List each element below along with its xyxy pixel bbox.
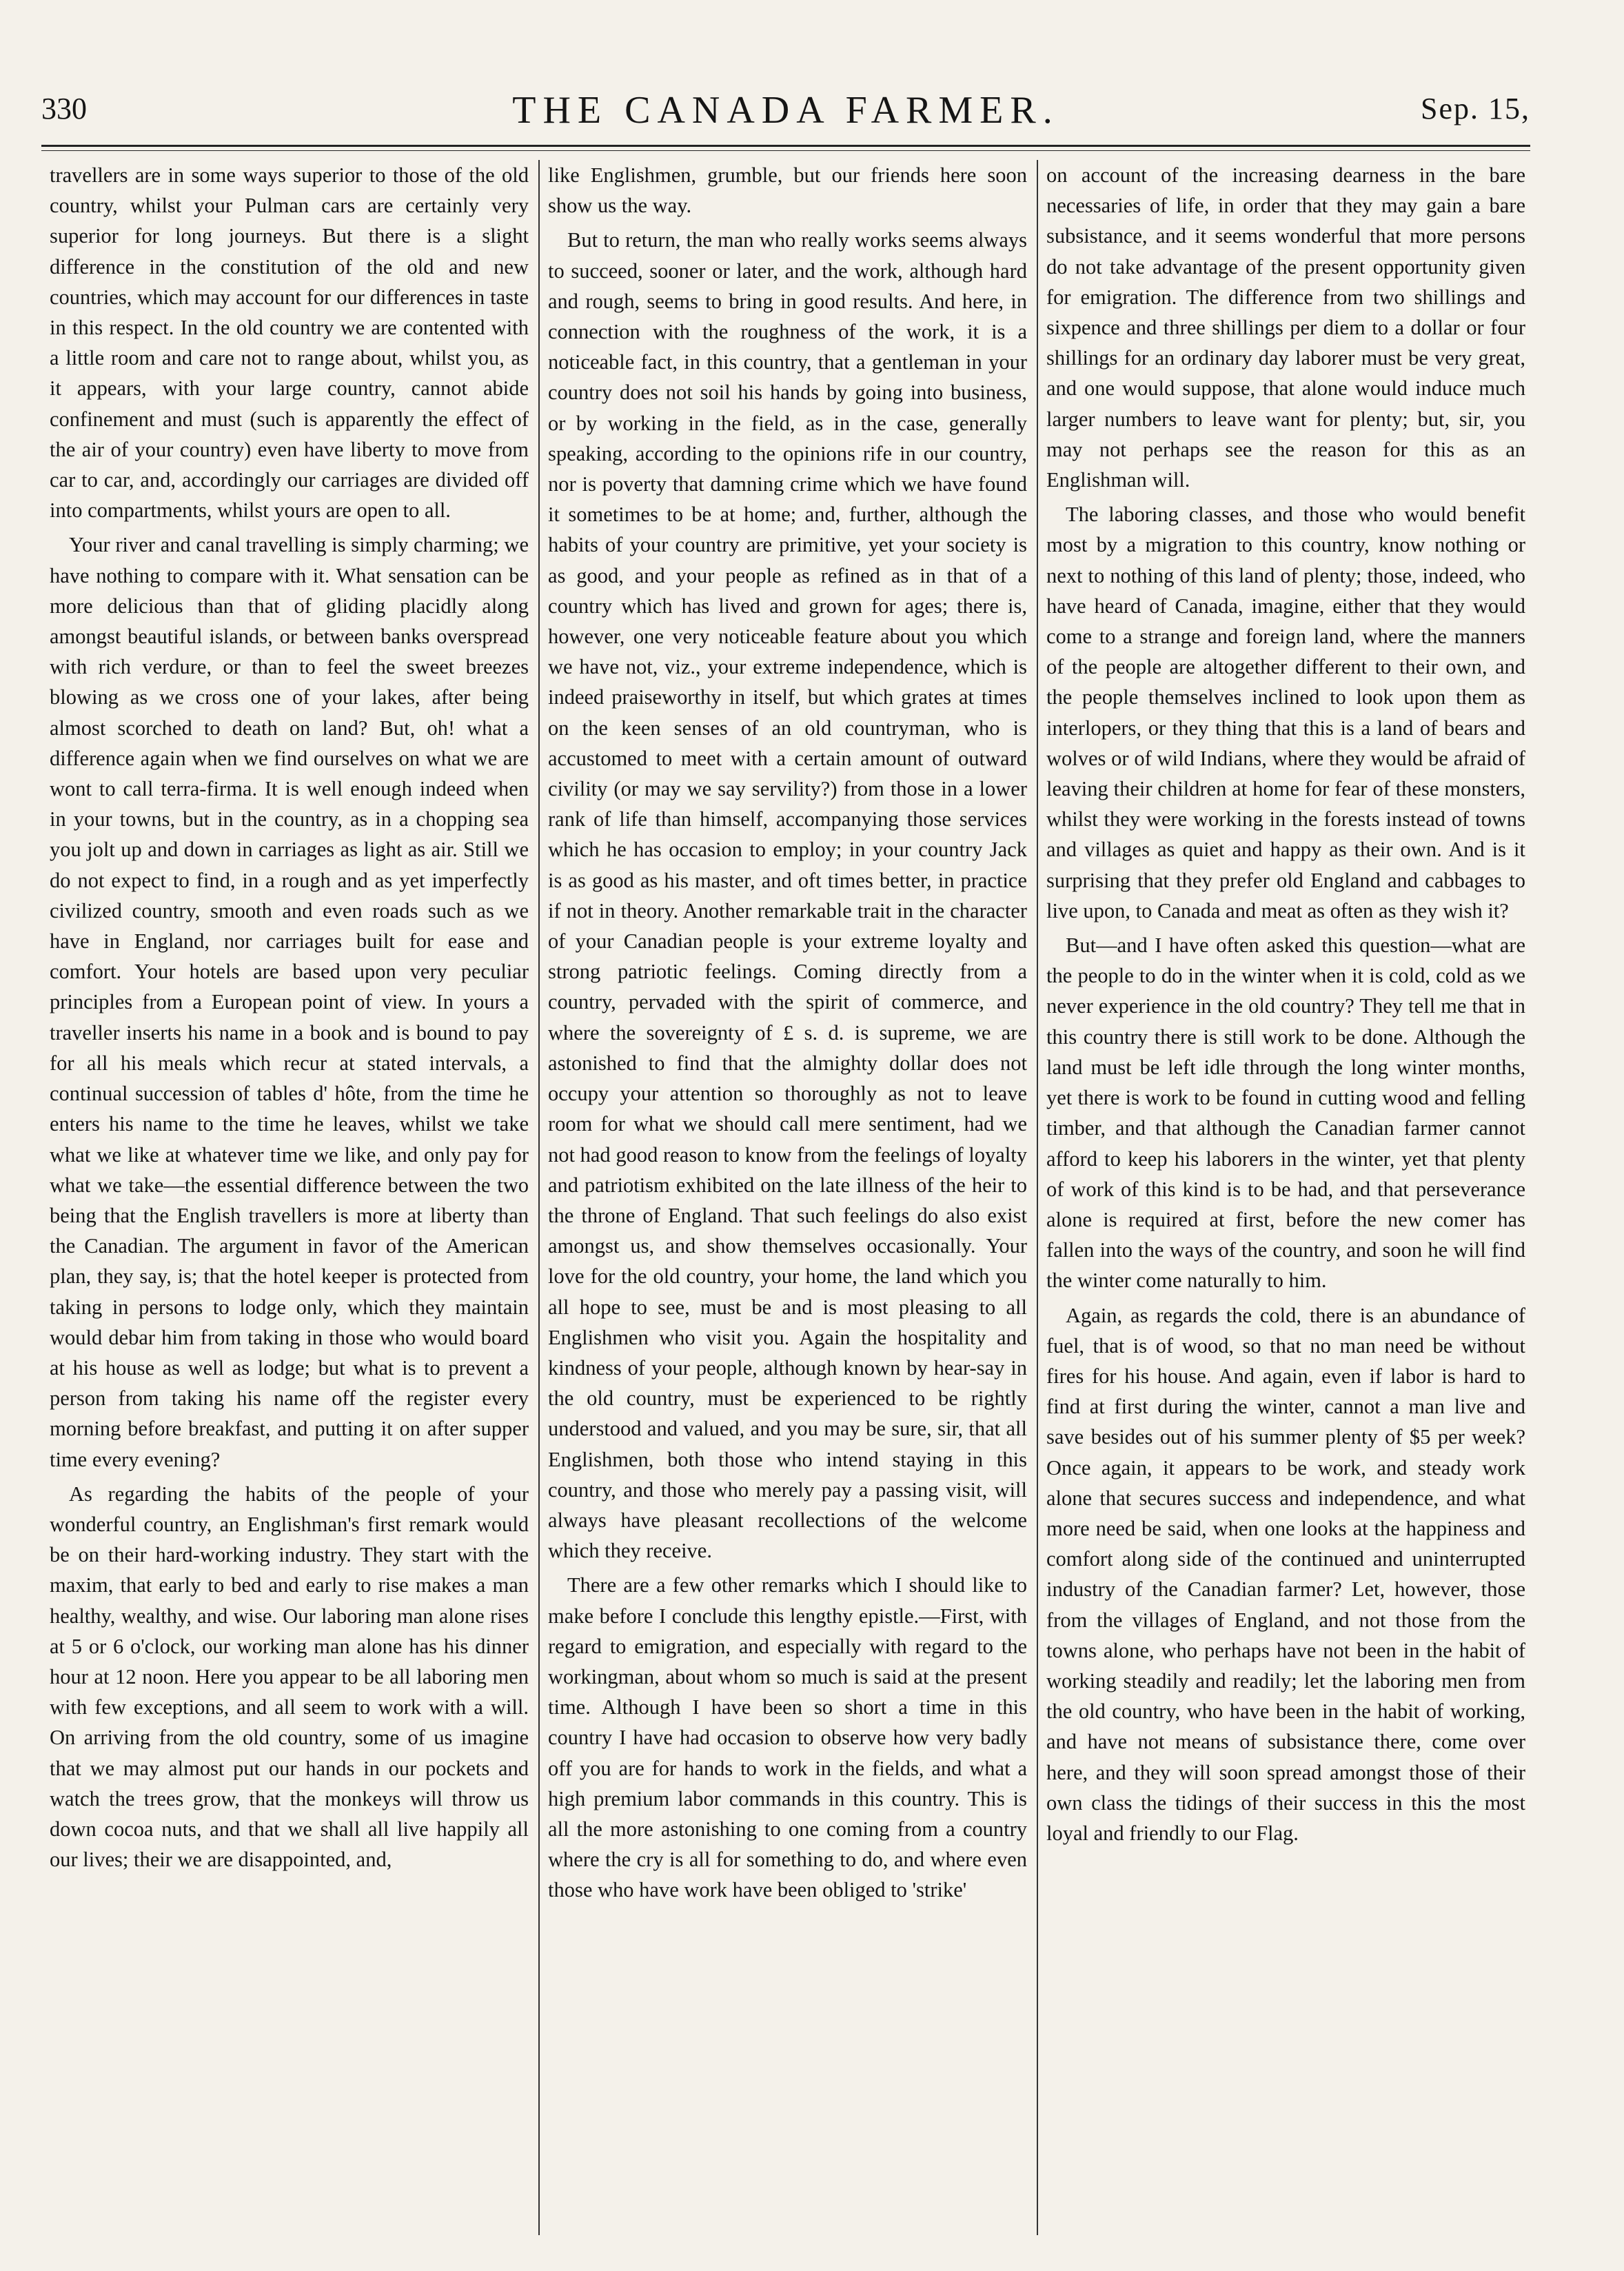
column-divider [538, 160, 540, 2235]
paragraph: But—and I have often asked this question—what are the people to do in the winter when it is cold, cold as we never experience in the old country? They tell me that in this country there is still work to be done. Although the land must be left idle through the long winter months, yet there is work to be found in cutting wood and felling timber, and that although the Canadian farmer cannot afford to keep his laborers in the winter, yet that plenty of work of this kind is to be had, and that perseverance alone is required at first, before the new comer has fallen into the ways of the country, and soon he will find the winter come naturally to him. [1046, 933, 1525, 1293]
paragraph: like Englishmen, grumble, but our friends here soon show us the way. [548, 163, 1027, 218]
paragraph: But to return, the man who really works seems always to succeed, sooner or later, and the work, although hard and rough, seems to bring in good results. And here, in connection with the roughness of the work, it is a noticeable fact, in this country, that a gentleman in your country does not soil his hands by going into business, or by working in the field, as in the case, generally speaking, according to the opinions rife in our country, nor is poverty that damning crime which we have found it sometimes to be at home; and, further, although the habits of your country are primitive, yet your society is as good, and your people as refined as in that of a country which has lived and grown for ages; there is, however, one very noticeable feature about you which we have not, viz., your extreme independence, which is indeed praiseworthy in itself, but which grates at times on the keen senses of an old countryman, who is accustomed to meet with a certain amount of outward civility (or may we say servility?) from those in a lower rank of life than himself, accompanying those services which he has occasion to employ; in your country Jack is as good as his master, and oft times better, in practice if not in theory. Another remarkable trait in the character of your Canadian people is your extreme loyalty and strong patriotic feelings. Coming directly from a country, pervaded with the spirit of commerce, and where the sovereignty of £ s. d. is supreme, we are astonished to find that the almighty dollar does not occupy your attention so thoroughly as not to leave room for what we should call mere sentiment, had we not had good reason to know from the feelings of loyalty and patriotism exhibited on the late illness of the heir to the throne of England. That such feelings do also exist amongst us, and show themselves occasionally. Your love for the old country, your home, the land which you all hope to see, must be and is most pleasing to all Englishmen who visit you. Again the hospitality and kindness of your people, although known by hear-say in the old country, must be experienced to be rightly understood and valued, and you may be sure, sir, that all Englishmen, both those who intend staying in this country, and those who merely pay a passing visit, will always have pleasant recollections of the welcome which they receive. [548, 228, 1027, 1563]
text-column-2 [548, 160, 1027, 2242]
column-divider [1037, 160, 1038, 2235]
page-header [41, 88, 1530, 143]
text-column-3 [1046, 160, 1525, 2242]
publication-title: THE CANADA FARMER. [512, 89, 1059, 132]
paragraph: on account of the increasing dearness in the bare necessaries of life, in order that they may gain a bare subsistance, and it seems wonderful that more persons do not take advantage of the present opportunity given for emigration. The difference from two shillings and sixpence and three shillings per diem to a dollar or four shillings for an ordinary day laborer must be very great, and one would suppose, that alone would induce much larger numbers to leave want for plenty; but, sir, you may not perhaps see the reason for this as an Englishman will. [1046, 163, 1525, 492]
paragraph: Again, as regards the cold, there is an abundance of fuel, that is of wood, so that no man need be without fires for his house. And again, even if labor is hard to find at first during the winter, cannot a man live and save besides out of his summer plenty of $5 per week? Once again, it appears to be work, and steady work alone that secures success and independence, and what more need be said, when one looks at the happiness and comfort along side of the continued and uninterrupted industry of the Canadian farmer? Let, however, those from the villages of England, and not those from the towns alone, who perhaps have not been in the habit of working steadily and readily; let the laboring men from the old country, who have been in the habit of working, and have not means of subsistance there, come over here, and they will soon spread amongst those of their own class the tidings of their success in this the most loyal and friendly to our Flag. [1046, 1303, 1525, 1845]
header-rule-thin [41, 150, 1530, 151]
page-number: 330 [41, 92, 87, 125]
issue-date: Sep. 15, [1421, 92, 1530, 125]
text-column-1 [50, 160, 529, 2242]
paragraph: There are a few other remarks which I should like to make before I conclude this lengthy epistle.—First, with regard to emigration, and especially with regard to the workingman, about whom so much is said at the present time. Although I have been so short a time in this country I have had occasion to observe how very badly off you are for hands to work in the fields, and what a high premium labor commands in this country. This is all the more astonishing to one coming from a country where the cry is all for something to do, and where even those who have work have been obliged to 'strike' [548, 1573, 1027, 1902]
header-rule [41, 145, 1530, 147]
paragraph: travellers are in some ways superior to those of the old country, whilst your Pulman cars are certainly very superior for long journeys. But there is a slight difference in the constitution of the old and new countries, which may account for our differences in taste in this respect. In the old country we are contented with a little room and care not to range about, whilst you, as it appears, with your large country, cannot abide confinement and must (such is apparently the effect of the air of your country) even have liberty to move from car to car, and, accordingly our carriages are divided off into compartments, whilst yours are open to all. [50, 163, 529, 523]
paragraph: Your river and canal travelling is simply charming; we have nothing to compare with it. What sensation can be more delicious than that of gliding placidly along amongst beautiful islands, or between banks overspread with rich verdure, or than to feel the sweet breezes blowing as we cross one of your lakes, after being almost scorched to death on land? But, oh! what a difference again when we find ourselves on what we are wont to call terra-firma. It is well enough indeed when in your towns, but in the country, as in a chopping sea you jolt up and down in carriages as light as air. Still we do not expect to find, in a rough and as yet imperfectly civilized country, smooth and even roads such as we have in England, nor carriages built for ease and comfort. Your hotels are based upon very peculiar principles from a European point of view. In yours a traveller inserts his name in a book and is bound to pay for all his meals which recur at stated intervals, a continual succession of tables d' hôte, from the time he enters his name to the time he leaves, whilst we take what we like at whatever time we like, and only pay for what we take—the essential difference between the two being that the English travellers is more at liberty than the Canadian. The argument in favor of the American plan, they say, is; that the hotel keeper is protected from taking in persons to lodge only, which they maintain would debar him from taking in those who would board at his house as well as lodge; but what is to prevent a person from taking his name off the register every morning before breakfast, and putting it on after supper time every evening? [50, 533, 529, 1471]
paragraph: The laboring classes, and those who would benefit most by a migration to this country, know nothing or next to nothing of this land of plenty; those, indeed, who have heard of Canada, imagine, either that they would come to a strange and foreign land, where the manners of the people are altogether different to their own, and the people themselves inclined to look upon them as interlopers, or they thing that this is a land of bears and wolves or of wild Indians, where they would be afraid of leaving their children at home for fear of these monsters, whilst they were working in the forests instead of towns and villages as quiet and happy as their own. And is it surprising that they prefer old England and cabbages to live upon, to Canada and meat as often as they wish it? [1046, 503, 1525, 922]
paragraph: As regarding the habits of the people of your wonderful country, an Englishman's first remark would be on their hard-working industry. They start with the maxim, that early to bed and early to rise makes a man healthy, wealthy, and wise. Our laboring man alone rises at 5 or 6 o'clock, our working man alone has his dinner hour at 12 noon. Here you appear to be all laboring men with few exceptions, and all seem to work with a will. On arriving from the old country, some of us imagine that we may almost put our hands in our pockets and watch the trees grow, that the monkeys will throw us down cocoa nuts, and that we shall all live happily all our lives; their we are disappointed, and, [50, 1482, 529, 1872]
